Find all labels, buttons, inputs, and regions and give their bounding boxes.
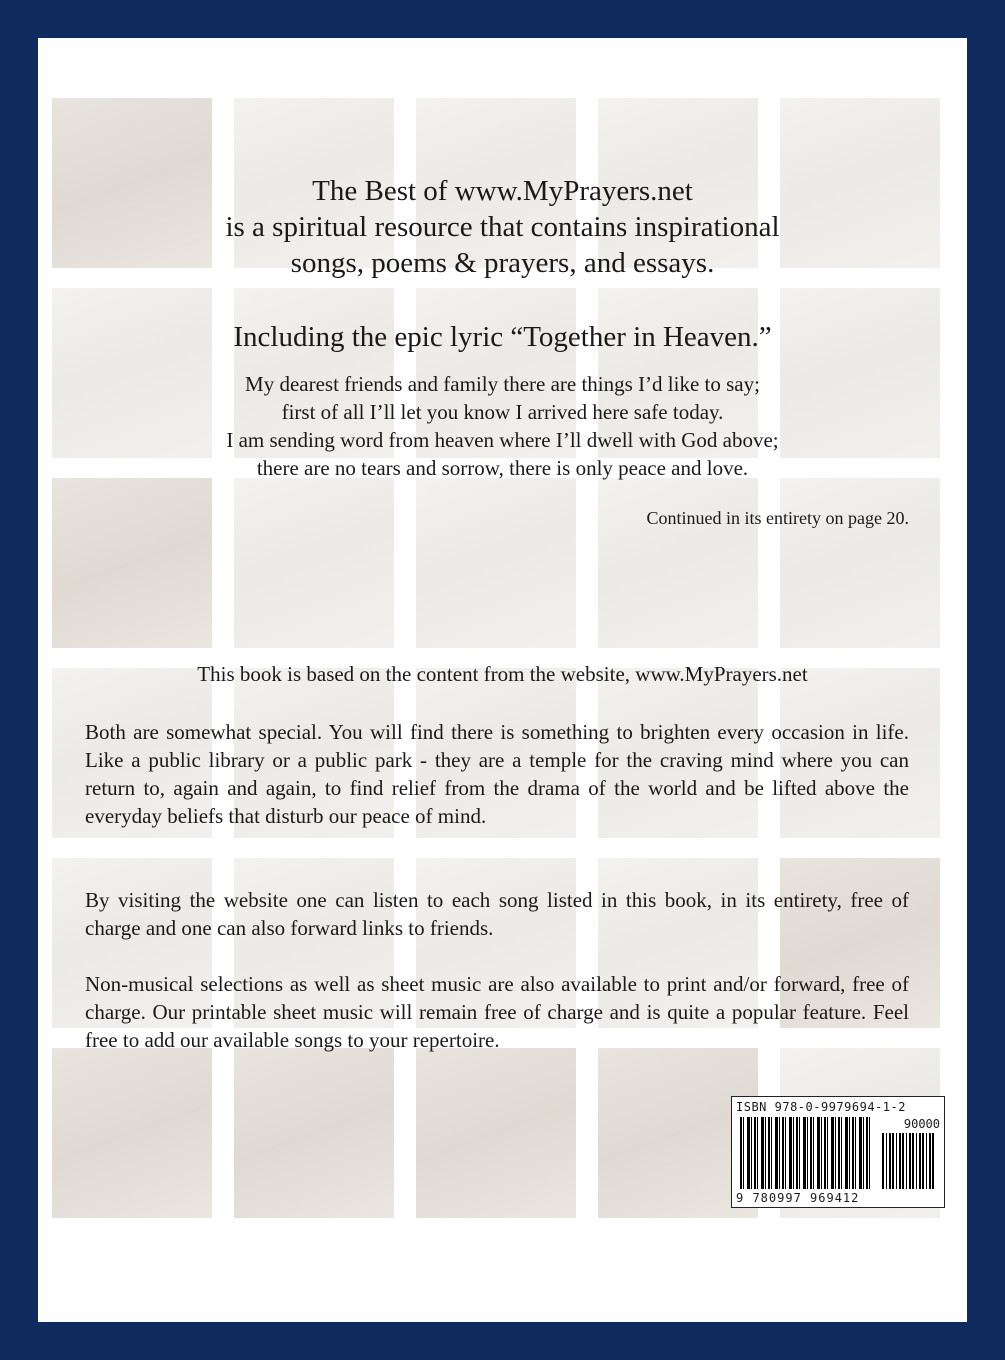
headline-line-3: songs, poems & prayers, and essays. [290,247,715,279]
cover-text [38,38,967,1322]
continued-note: Continued in its entirety on page 20. [646,508,909,528]
price-code: 90000 [903,1117,940,1131]
back-cover [38,38,967,1322]
isbn-text: ISBN 978-0-9979694-1-2 [736,1100,906,1114]
lyric-line-4: there are no tears and sorrow, there is only peace and love. [256,456,749,480]
lyric-line-1: My dearest friends and family there are things I’d like to say; [245,372,760,396]
intro-line: This book is based on the content from the website, www.MyPrayers.net [197,662,808,686]
epic-lyric-line: Including the epic lyric “Together in Heaven.” [233,321,772,353]
barcode-bars [740,1117,870,1189]
barcode-supplement-bars [882,1133,936,1189]
headline-line-1: The Best of www.MyPrayers.net [312,175,693,207]
paragraph-special: Both are somewhat special. You will find there is something to brighten every occasion in life. Like a public library or a public park - they are a temple for the craving mind where you can return to, again and again, to find relief from the drama of the world and be lifted above the everyday beliefs that disturb our peace of mind. [85,720,909,828]
paragraph-sheet-music: Non-musical selections as well as sheet music are also available to print and/or forward, free of charge. Our printable sheet music will remain free of charge and is quite a popular feature. Feel free to add our available songs to your repertoire. [85,972,909,1052]
isbn-barcode [731,1096,945,1208]
lyric-line-2: first of all I’ll let you know I arrived here safe today. [281,400,724,424]
headline-line-2: is a spiritual resource that contains inspirational [225,211,780,243]
lyric-line-3: I am sending word from heaven where I’ll dwell with God above; [226,428,779,452]
paragraph-website: By visiting the website one can listen to each song listed in this book, in its entirety, free of charge and one can also forward links to friends. [85,888,909,940]
barcode-digits: 9 780997 969412 [736,1191,860,1205]
